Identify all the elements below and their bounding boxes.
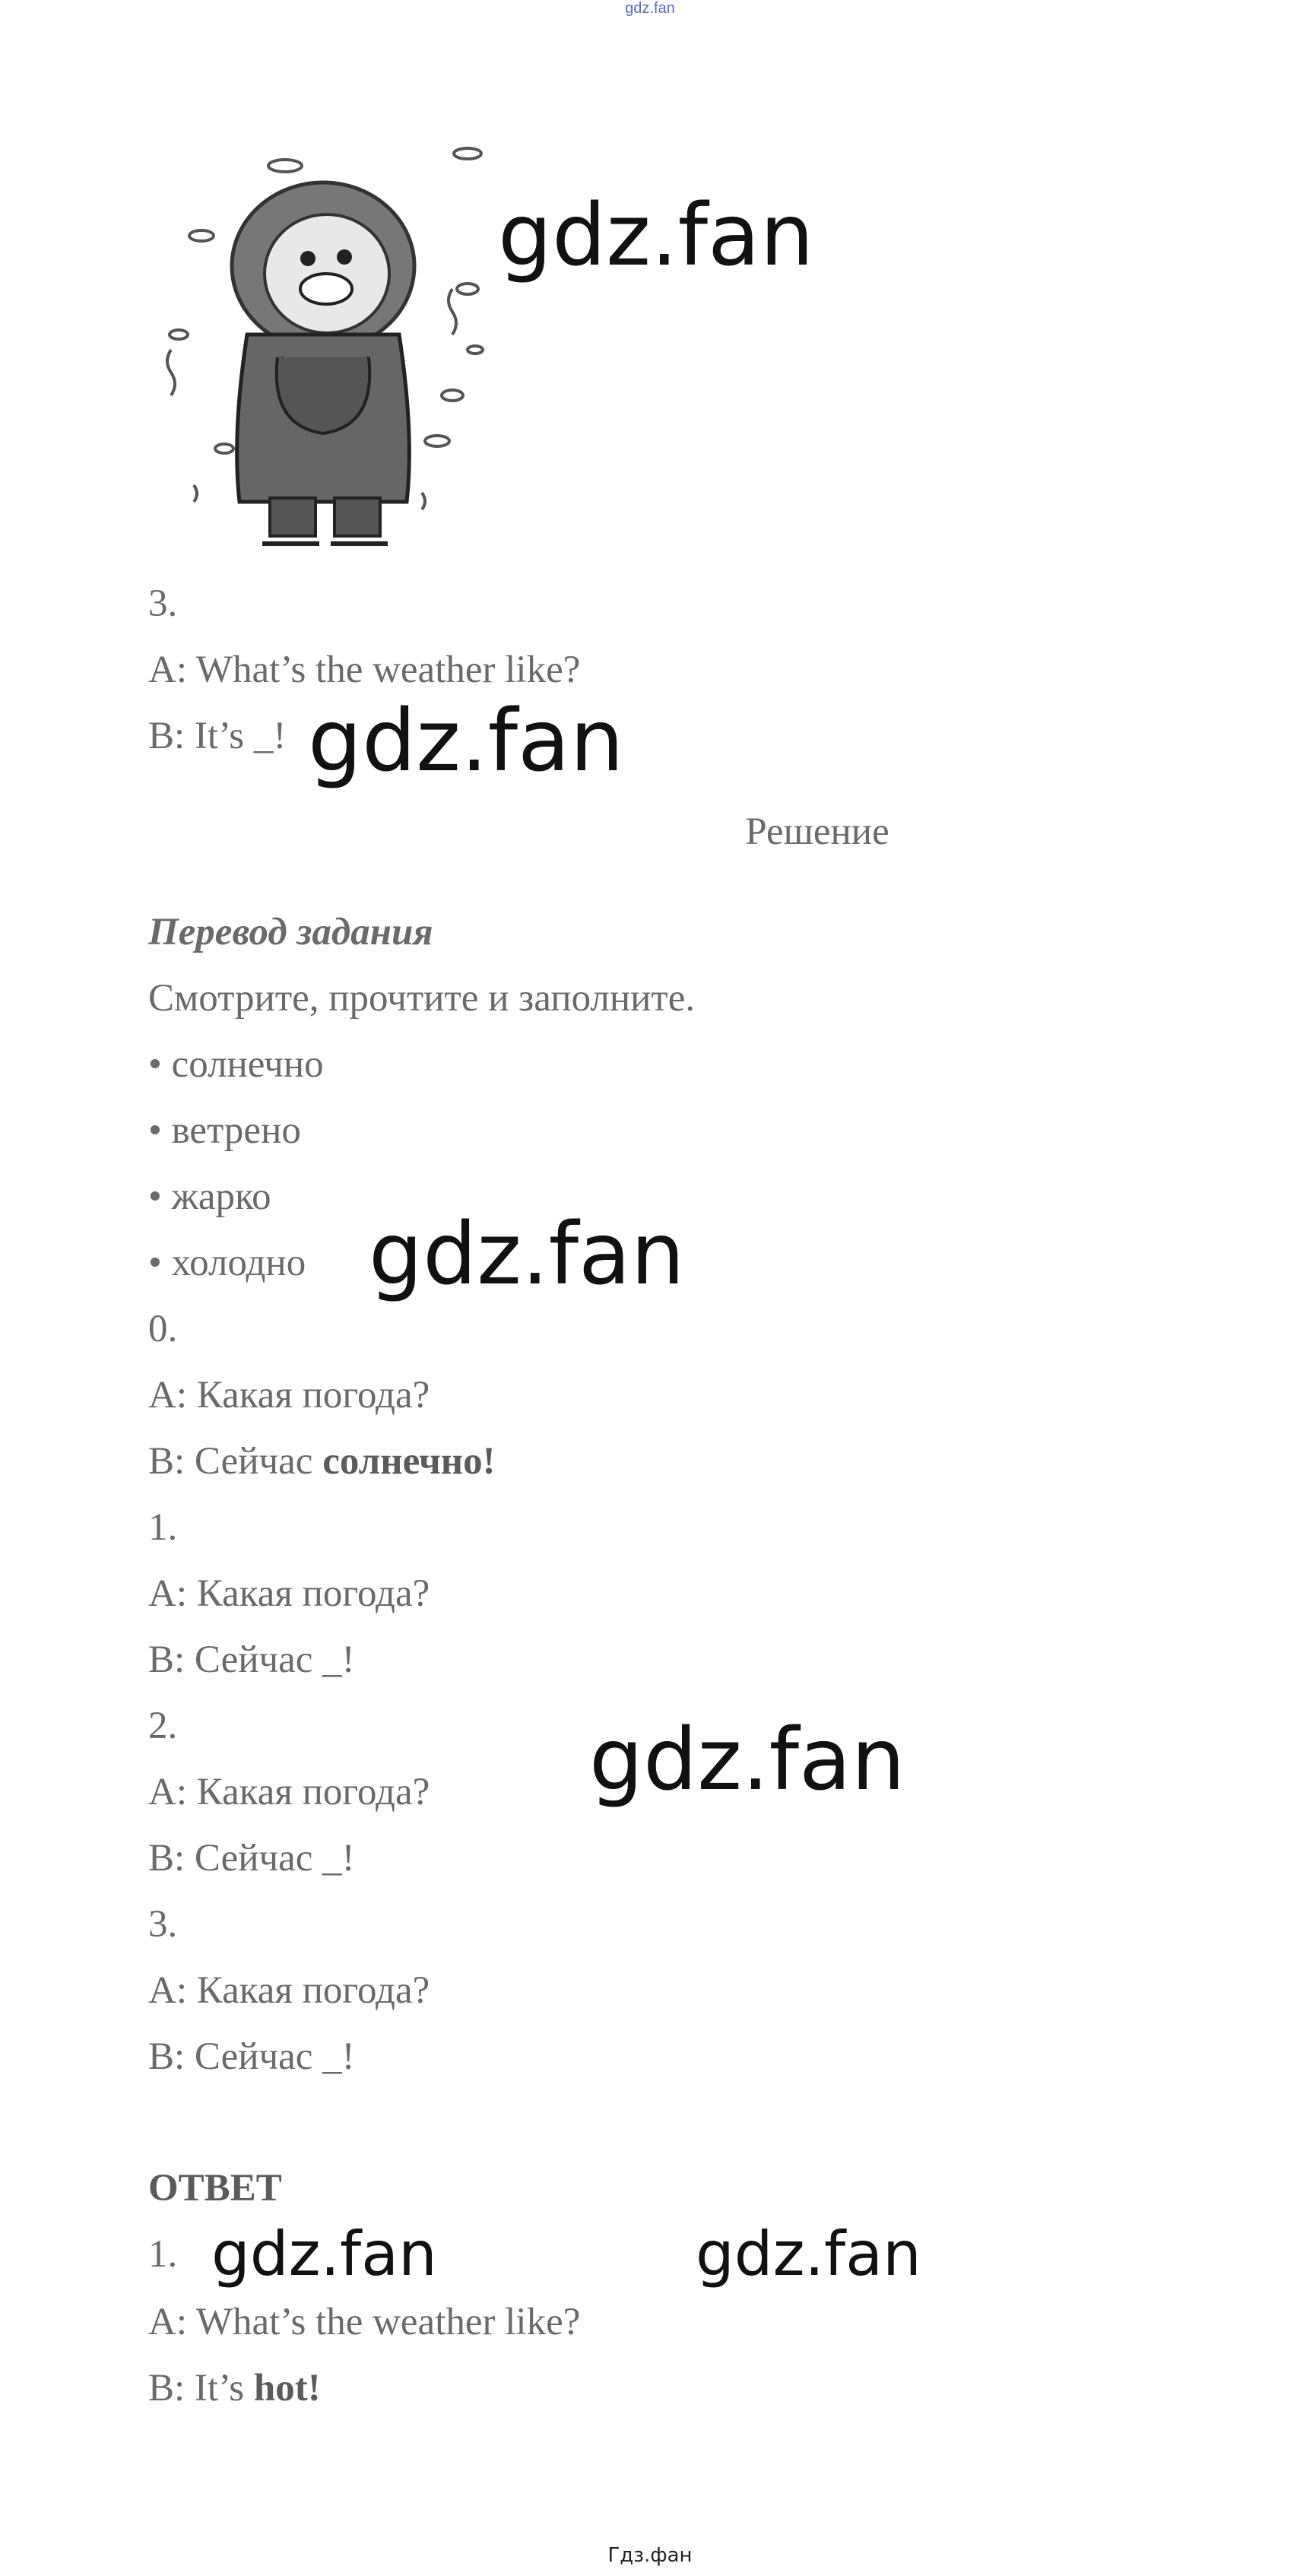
translation-answer-blank: B: Сейчас _! xyxy=(148,1639,355,1681)
translation-item-number: 1. xyxy=(148,1506,178,1549)
word-list-item: • жарко xyxy=(148,1175,271,1218)
watermark: gdz.fan xyxy=(308,692,624,791)
penguin-drawing xyxy=(148,106,506,563)
answer-prefix: B: Сейчас xyxy=(148,1440,323,1483)
translation-answer-blank: B: Сейчас _! xyxy=(148,2035,355,2078)
translation-question: A: Какая погода? xyxy=(148,1374,430,1416)
answer-response xyxy=(148,2365,321,2411)
answer-prefix: B: It’s xyxy=(148,2367,254,2409)
translation-question: A: Какая погода? xyxy=(148,1969,430,2012)
cold-penguin-illustration xyxy=(148,106,506,563)
task-item-number: 3. xyxy=(148,582,178,625)
answer-question: A: What’s the weather like? xyxy=(148,2301,581,2343)
header-site-link[interactable]: gdz.fan xyxy=(625,0,675,17)
word-list-item: • ветрено xyxy=(148,1109,301,1152)
answer-title: ОТВЕТ xyxy=(148,2167,282,2210)
translation-item-number: 2. xyxy=(148,1705,178,1747)
translation-item-number: 3. xyxy=(148,1903,178,1946)
answer-bold: солнечно! xyxy=(322,1440,496,1483)
translation-answer-blank: B: Сейчас _! xyxy=(148,1837,355,1880)
translation-question: A: Какая погода? xyxy=(148,1771,430,1813)
word-list-item: • холодно xyxy=(148,1242,306,1284)
translation-instruction: Смотрите, прочтите и заполните. xyxy=(148,977,696,1020)
solution-label: Решение xyxy=(745,811,889,853)
translation-item-number: 0. xyxy=(148,1308,178,1350)
word-list-item: • солнечно xyxy=(148,1043,324,1086)
watermark: gdz.fan xyxy=(498,186,814,285)
task-answer-blank: B: It’s _! xyxy=(148,715,287,757)
answer-item-number: 1. xyxy=(148,2233,178,2276)
task-question: A: What’s the weather like? xyxy=(148,649,581,691)
footer-text: Гдз.фан xyxy=(607,2544,693,2567)
translation-question: A: Какая погода? xyxy=(148,1572,430,1615)
answer-bold: hot! xyxy=(253,2367,321,2409)
watermark: gdz.fan xyxy=(589,1711,905,1810)
translation-answer xyxy=(148,1439,496,1484)
translation-title: Перевод задания xyxy=(148,911,433,953)
watermark: gdz.fan xyxy=(696,2219,921,2289)
watermark: gdz.fan xyxy=(369,1205,685,1304)
watermark: gdz.fan xyxy=(211,2219,437,2289)
